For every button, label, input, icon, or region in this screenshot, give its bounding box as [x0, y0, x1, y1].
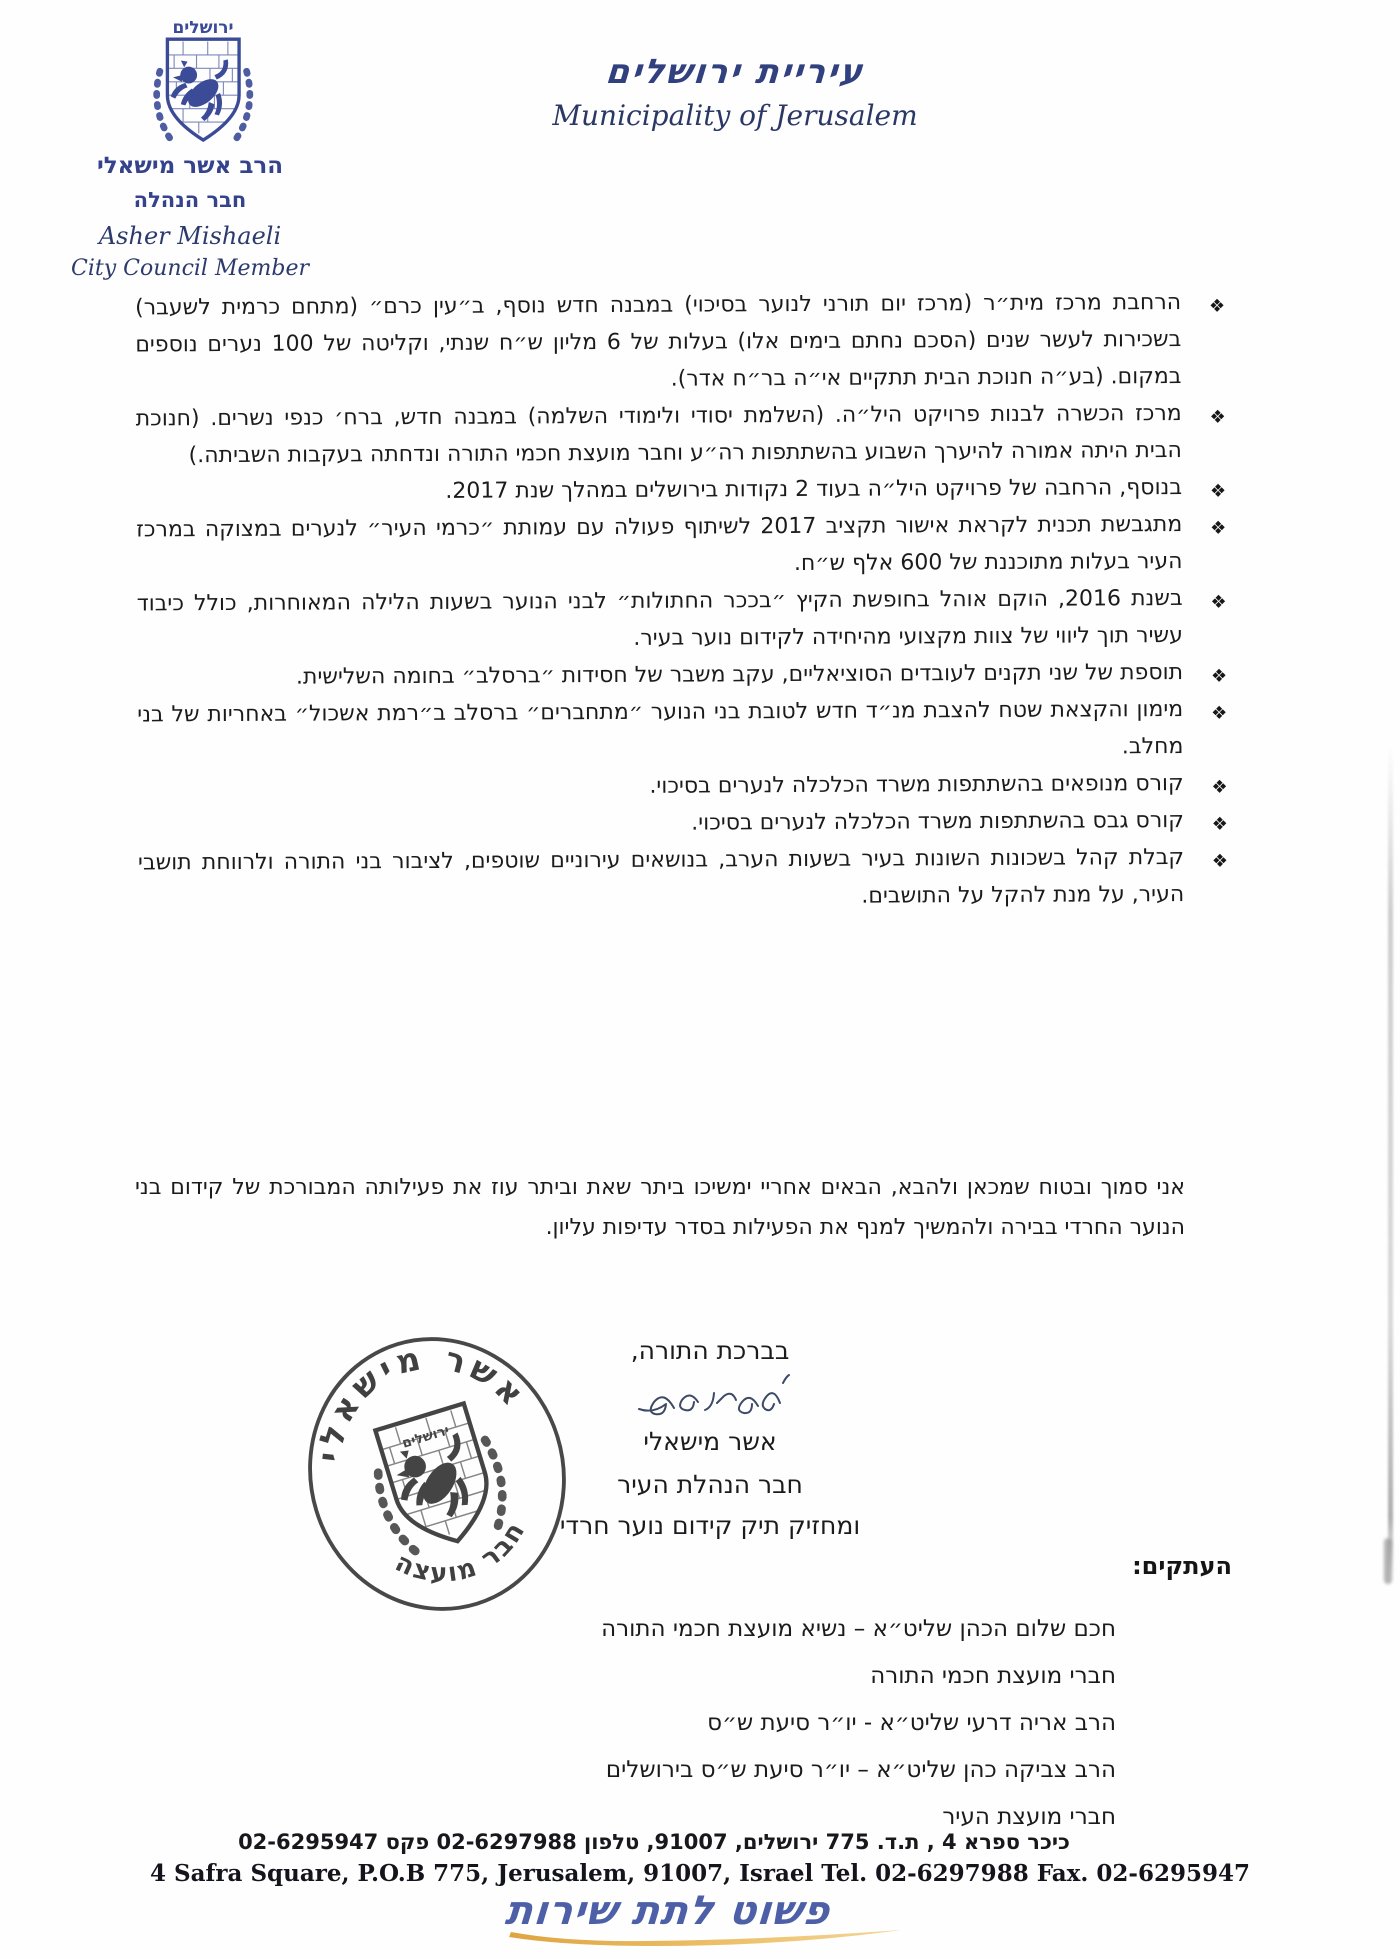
diamond-bullet-icon: ❖: [1209, 406, 1226, 428]
bullet-item: [135, 284, 1226, 400]
diamond-bullet-icon: ❖: [1209, 480, 1227, 502]
signer-name: אשר מישאלי: [643, 1427, 777, 1456]
bullet-item: [136, 506, 1227, 585]
bullet-item: [136, 580, 1227, 659]
diamond-bullet-icon: ❖: [1210, 665, 1228, 687]
letterhead: [440, 52, 1030, 132]
copies-item: חברי מועצת העיר: [942, 1804, 1116, 1830]
jerusalem-emblem-icon: [144, 18, 262, 168]
slogan-swoosh-icon: [505, 1928, 905, 1948]
scan-artifact-streak: [1388, 745, 1393, 1575]
bullet-text: קבלת קהל בשכונות השונות בעיר בשעות הערב, בנושאים עירוניים שוטפים, לציבור בני התורה ולרווחת תושבי העיר, על מנת להקל על התושבים.: [137, 844, 1185, 909]
diamond-bullet-icon: ❖: [1211, 813, 1228, 835]
official-identity-block: [40, 152, 340, 283]
bullet-item: [138, 802, 1228, 844]
copies-item: חברי מועצת חכמי התורה: [870, 1663, 1116, 1689]
stamp-top-text: אשר מישאלי: [310, 1338, 535, 1464]
copies-item: הרב צביקה כהן שליט״א – יו״ר סיעת ש״ס בירושלים: [605, 1757, 1116, 1783]
signer-title-2: ומחזיק תיק קידום נוער חרדי: [559, 1511, 861, 1540]
emblem-shield: [157, 39, 250, 140]
bullet-item: [137, 839, 1229, 918]
copies-list: [601, 1606, 1116, 1841]
footer-address-en: 4 Safra Square, P.O.B 775, Jerusalem, 91007, Israel Tel. 02-6297988 Fax. 02-6295947: [150, 1860, 1250, 1887]
bullet-item: [137, 691, 1228, 770]
service-slogan: פשוט לתת שירות: [503, 1888, 833, 1934]
official-role-en: City Council Member: [71, 256, 309, 281]
stamp-shield: [362, 1399, 515, 1558]
svg-text:חבר מועצה: [384, 1510, 542, 1606]
diamond-bullet-icon: ❖: [1210, 517, 1227, 539]
bullet-text: הרחבת מרכז מית״ר (מרכז יום תורני לנוער בסיכוי) במבנה חדש נוסף, ב״עין כרם״ (מתחם כרמית לשעבר) בשכירות לעשר שנים (הסכם נחתם בימים אלו) בעלות של 6 מליון ש״ח שנתי, וקליטה של 100 נערים נוספים במקום. (בע״ה חנוכת הבית תתקיים אי״ה בר״ח אדר).: [135, 289, 1182, 392]
bullet-item: [137, 654, 1228, 696]
municipality-title-en: Municipality of Jerusalem: [552, 99, 918, 132]
footer-address-he: כיכר ספרא 4 , ת.ד. 775 ירושלים, 91007, טלפון 02-6297988 פקס 02-6295947: [238, 1830, 1070, 1854]
bullet-text: תוספת של שני תקנים לעובדים הסוציאליים, עקב משבר של חסידות ״ברסלב״ בחומה השלישית.: [295, 659, 1184, 690]
signature-greeting: בברכת התורה,: [630, 1336, 790, 1365]
bullet-text: מתגבשת תכנית לקראת אישור תקציב 2017 לשיתוף פעולה עם עמותת ״כרמי העיר״ לנערים במצוקה במרכז העיר בעלות מתוכננת של 600 אלף ש״ח.: [136, 511, 1183, 577]
stamp-city-label: ירושלים: [400, 1422, 452, 1452]
bullet-text: בנוסף, הרחבה של פרויקט היל״ה בעוד 2 נקודות בירושלים במהלך שנת 2017.: [445, 474, 1183, 504]
official-role-he: חבר הנהלה: [133, 187, 247, 212]
official-name-en: Asher Mishaeli: [98, 222, 282, 250]
bullet-text: קורס גבס בהשתתפות משרד הכלכלה לנערים בסיכוי.: [691, 807, 1184, 836]
emblem-city-label: ירושלים: [172, 18, 234, 38]
bullet-text: קורס מנופאים בהשתתפות משרד הכלכלה לנערים בסיכוי.: [649, 770, 1184, 799]
copies-item: הרב אריה דרעי שליט״א - יו״ר סיעת ש״ס: [707, 1710, 1116, 1736]
closing-paragraph: אני סמוך ובטוח שמכאן ולהבא, הבאים אחריי ימשיכו ביתר שאת וביתר עוז את פעילותה המבורכת של קידום בני הנוער החרדי בבירה ולהמשיך למנף את הפעילות בסדר עדיפות עליון.: [135, 1175, 1185, 1240]
bullet-text: מרכז הכשרה לבנות פרויקט היל״ה. (השלמת יסודי ולימודי השלמה) במבנה חדש, ברח׳ כנפי נשרים. (חנוכת הבית היתה אמורה להיערך השבוע בהשתתפות רה״ע וחבר מועצת חכמי התורה ונדחתה בעקבות השביתה.): [135, 400, 1182, 469]
diamond-bullet-icon: ❖: [1211, 850, 1229, 872]
municipality-title-he: עיריית ירושלים: [603, 52, 867, 92]
signer-title-1: חבר הנהלת העיר: [617, 1470, 803, 1499]
diamond-bullet-icon: ❖: [1211, 702, 1228, 724]
diamond-bullet-icon: ❖: [1211, 776, 1228, 798]
diamond-bullet-icon: ❖: [1208, 295, 1226, 317]
bullet-text: בשנת 2016, הוקם אוהל בחופשת הקיץ ״בככר החתולות״ לבני הנוער בשעות הלילה המאוחרות, כולל כיבוד עשיר תוך ליווי של צוות מקצועי מהיחידה לקידום נוער בעיר.: [136, 585, 1183, 651]
council-stamp: [292, 1320, 582, 1628]
official-name-he: הרב אשר מישאלי: [96, 153, 283, 179]
bullet-text: מימון והקצאת שטח להצבת מנ״ד חדש לטובת בני הנוער ״מתחברים״ ברסלב ב״רמת אשכול״ באחריות של בני מחלב.: [137, 696, 1184, 760]
stamp-bottom-text: חבר מועצה: [390, 1515, 532, 1589]
bullet-item: [138, 765, 1228, 807]
bullet-item: [136, 469, 1227, 511]
bullet-item: [135, 395, 1226, 474]
scan-artifact-blob: [1384, 1538, 1392, 1584]
diamond-bullet-icon: ❖: [1210, 591, 1227, 613]
copies-label: העתקים:: [1132, 1552, 1232, 1580]
bullet-list: [135, 284, 1229, 918]
copies-item: חכם שלום הכהן שליט״א – נשיא מועצת חכמי התורה: [601, 1616, 1116, 1642]
